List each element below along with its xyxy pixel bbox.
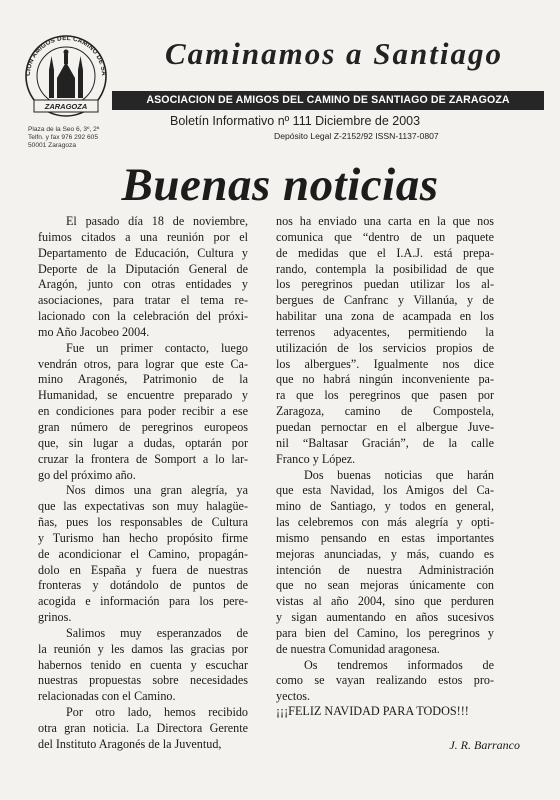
paragraph <box>276 658 494 706</box>
masthead-title: Caminamos a Santiago <box>164 36 504 71</box>
paragraph-line: que esta Navidad, los Amigos del Ca- <box>276 483 494 498</box>
paragraph-line: habilitar una zona de acampada en los <box>276 309 494 324</box>
paragraph-line: del Instituto Aragonés de la Juventud, <box>38 736 222 751</box>
christmas-greeting: ¡¡¡FELIZ NAVIDAD PARA TODOS!!! <box>276 704 469 718</box>
paragraph-line: mino Aragonés, Patrimonio de la <box>38 372 248 387</box>
legal-deposit: Depósito Legal Z-2152/92 ISSN-1137-0807 <box>274 131 439 141</box>
association-logo <box>18 30 114 118</box>
paragraph-line: yectos. <box>276 689 311 704</box>
paragraph-line: Departamento de Educación, Cultura y <box>38 245 248 260</box>
paragraph-line: de acondicionar el Camino, propagán- <box>38 546 248 561</box>
paragraph-line: de medidas que el I.A.J. está prepa- <box>276 245 494 260</box>
paragraph-line: cruzar la frontera de Somport a lo lar- <box>38 451 248 466</box>
paragraph-line: nos ha enviado una carta en la que nos <box>276 214 494 228</box>
paragraph-line: y sigan aumentando en años sucesivos <box>276 610 494 625</box>
paragraph <box>38 626 248 705</box>
paragraph-line: Zaragoza, camino de Compostela, <box>276 404 494 419</box>
paragraph-line: mejoras anunciadas, y más, cuando es <box>276 546 494 561</box>
paragraph-line: puedan pernoctar en el albergue Juve- <box>276 419 494 434</box>
paragraph-line: y Turismo han hecho propósito firme <box>38 530 248 545</box>
paragraph-line: vendrán otros, para lograr que este Ca- <box>38 356 248 371</box>
paragraph-line: terrenos adyacentes, permitiendo la <box>276 324 494 339</box>
logo-ring-text: CION AMIGOS DEL CAMINO DE SA <box>24 34 108 77</box>
paragraph-line: Os tendremos informados de <box>304 657 494 672</box>
bulletin-issue: Boletín Informativo nº 111 Diciembre de 2003 <box>170 114 421 128</box>
paragraph <box>38 341 248 484</box>
paragraph-line: rando, contempla la posibilidad de que <box>276 261 494 276</box>
paragraph-line: que, sin lugar a dudas, optarán por <box>38 435 248 450</box>
paragraph-line: intención de nuestra Administración <box>276 562 494 577</box>
paragraph-line: El pasado día 18 de noviembre, <box>66 214 248 228</box>
paragraph-line: Humanidad, se encuentre preparado y <box>38 388 248 403</box>
paragraph-line: mo Año Jacobeo 2004. <box>38 324 150 339</box>
paragraph-line: nuestras propuestas sobre necesidades <box>38 673 248 688</box>
association-name-bar: ASOCIACION DE AMIGOS DEL CAMINO DE SANTIAGO DE ZARAGOZA <box>112 91 544 110</box>
paragraph-line: Fue un primer contacto, luego <box>66 340 248 355</box>
paragraph-line: utilización de los servicios propios de <box>276 340 494 355</box>
paragraph-line: habernos tenido en cuenta y escuchar <box>38 657 248 672</box>
paragraph-line: relacionadas con el Camino. <box>38 689 176 704</box>
paragraph-line: Dos buenas noticias que harán <box>304 467 494 482</box>
paragraph-line: de nuestra Comunidad aragonesa. <box>276 641 440 656</box>
address-line: 50001 Zaragoza <box>28 142 77 149</box>
paragraph-line: fronteras y dotándolo de puntos de <box>38 578 248 593</box>
paragraph <box>38 483 248 626</box>
paragraph-line: comunica que “dentro de un paquete <box>276 229 494 244</box>
article-headline: Buenas noticias <box>121 159 439 211</box>
paragraph-line: que las expectativas son muy halagüe- <box>38 499 248 514</box>
address-line: Plaza de la Seo 6, 3º, 2ª <box>28 126 100 133</box>
paragraph-line: para bien del Camino, los peregrinos y <box>276 625 494 640</box>
paragraph-line: Nos dimos una gran alegría, ya <box>66 483 248 498</box>
paragraph-line: Aragón, junto con otras entidades y <box>38 277 248 292</box>
paragraph <box>38 705 248 753</box>
paragraph-line: bergues de Canfranc y Villanúa, y de <box>276 293 494 308</box>
paragraph-line: grinos. <box>38 610 72 625</box>
paragraph-line: como se vayan realizando estos pro- <box>276 673 494 688</box>
paragraph-line: gran número de peregrinos europeos <box>38 419 248 434</box>
paragraph <box>276 468 494 658</box>
article-left-column <box>38 214 248 753</box>
address-line: Telfn. y fax 976 292 605 <box>28 134 99 141</box>
paragraph-line: otra gran noticia. La Directora Gerente <box>38 721 248 735</box>
paragraph-line: vistas al año 2004, sino que perduren <box>276 594 494 609</box>
paragraph-line: Salimos muy esperanzados de <box>66 625 248 640</box>
paragraph-line: los peregrinos puedan utilizar los al- <box>276 277 494 292</box>
paragraph-line: dolo en España y fuera de nuestras <box>38 562 248 577</box>
paragraph <box>276 214 494 468</box>
paragraph-line: las celebremos con más alegría y opti- <box>276 515 494 530</box>
author-signature: J. R. Barranco <box>449 738 520 752</box>
paragraph-line: Deporte de la Diputación General de <box>38 261 248 276</box>
paragraph-line: que no sean mejoras únicamente con <box>276 578 494 593</box>
paragraph-line: los albergues”. Igualmente nos dice <box>276 356 494 371</box>
paragraph-line: Por otro lado, hemos recibido <box>66 705 248 720</box>
paragraph-line: asociaciones, para tratar el tema re- <box>38 293 248 308</box>
paragraph-line: ra que los peregrinos que pasen por <box>276 388 494 403</box>
paragraph-line: mismo pensando en estas importantes <box>276 530 494 545</box>
paragraph <box>38 214 248 341</box>
paragraph-line: ñas, pues los responsables de Cultura <box>38 515 248 530</box>
paragraph-line: fuimos citados a una reunión por el <box>38 229 248 244</box>
paragraph-line: go del próximo año. <box>38 467 136 482</box>
paragraph-line: la reunión y les damos las gracias por <box>38 641 248 656</box>
paragraph-line: lacionado con la celebración del próxi- <box>38 309 248 324</box>
paragraph-line: nil “Baltasar Gracián”, de la calle <box>276 435 494 450</box>
paragraph-line: que no habrá ningún inconveniente pa- <box>276 372 494 387</box>
paragraph-line: acogida e información para los pere- <box>38 594 248 609</box>
article-right-column <box>276 214 494 705</box>
paragraph-line: Franco y López. <box>276 451 356 466</box>
paragraph-line: en condiciones para poder recibir a ese <box>38 404 248 419</box>
logo-city: ZARAGOZA <box>44 102 88 111</box>
postal-address <box>28 126 128 150</box>
paragraph-line: mino de Santiago, y todos en general, <box>276 499 494 514</box>
